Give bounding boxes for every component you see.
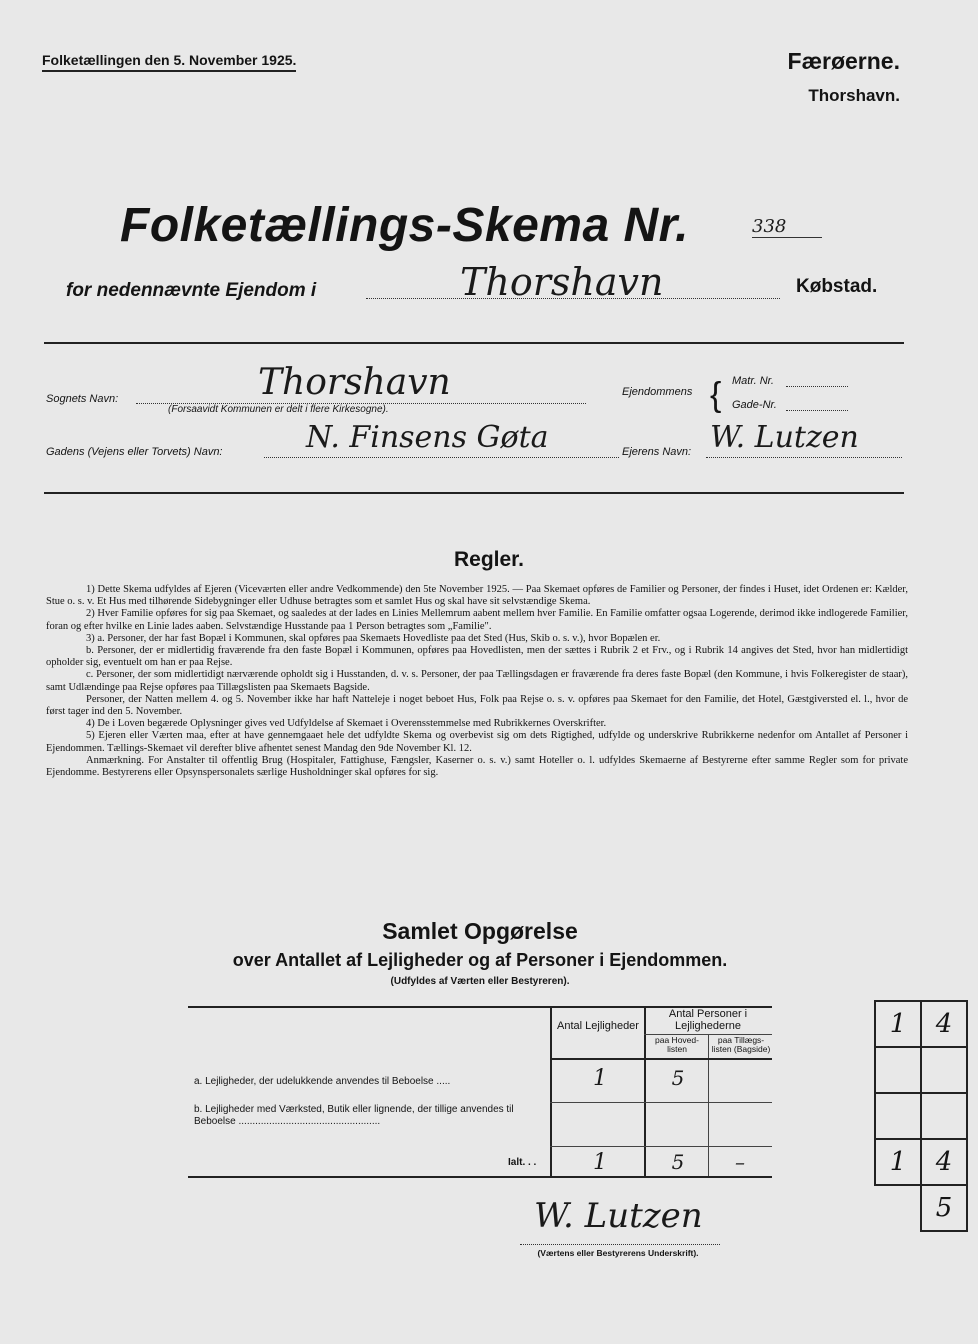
divider-middle — [44, 492, 904, 494]
rule-paragraph: 2) Hver Familie opføres for sig paa Skemaet, og saaledes at der lades en Linies Mellemrum aabent mellem hver Familie. En Familie omfatter ogsaa Logerende, derimod ikke indlogerede Familier, foran og efter hvilke en Linie lades aaben. Selvstændige Husstande paa 1 Person betragtes som „Familie". — [46, 608, 908, 632]
row-a-apartments-cell[interactable]: 1 — [593, 1066, 607, 1091]
summary-col-divider — [550, 1008, 552, 1176]
summary-row-rule — [550, 1102, 772, 1103]
row-total-label: Ialt. . . — [508, 1157, 537, 1168]
rules-body — [46, 584, 908, 779]
col-header-apartments: Antal Lejligheder — [557, 1020, 639, 1032]
tally-cell[interactable]: 1 — [875, 1001, 921, 1047]
tally-row — [875, 1093, 967, 1139]
tally-row — [875, 1001, 967, 1047]
summary-subtitle: over Antallet af Lejligheder og af Personer i Ejendommen. — [232, 950, 728, 970]
total-apartments-cell[interactable]: 1 — [593, 1150, 607, 1175]
col-header-supplement-list: paa Tillægs-listen (Bagside) — [711, 1035, 771, 1054]
tally-cell-empty — [875, 1185, 921, 1231]
property-label: for nedennævnte Ejendom i — [66, 280, 317, 301]
tally-cell[interactable] — [875, 1093, 921, 1139]
town-header: Thorshavn. — [808, 86, 900, 105]
signature-field[interactable]: W. Lutzen — [534, 1196, 703, 1236]
tally-row — [875, 1139, 967, 1185]
summary-col-divider — [708, 1034, 709, 1176]
tally-cell[interactable]: 1 — [875, 1139, 921, 1185]
owner-label: Ejerens Navn: — [622, 446, 692, 458]
col-header-main-list: paa Hoved-listen — [655, 1035, 699, 1054]
tally-cell[interactable]: 4 — [921, 1139, 967, 1185]
rule-paragraph: c. Personer, der som midlertidigt nærværende opholdt sig i Husstanden, d. v. s. Personer, der paa Tællingsdagen er fraværende fra deres faste Bopæl (den Kommune, i hvis Folkeregister de staar), samt Udlændinge paa Rejse opføres paa Tillægslisten paa Skemaets Bagside. — [46, 669, 908, 693]
summary-header-rule — [550, 1058, 772, 1060]
signature-caption: (Værtens eller Bestyrerens Underskrift). — [537, 1248, 699, 1258]
tally-cell[interactable]: 4 — [921, 1001, 967, 1047]
summary-note: (Udfyldes af Værten eller Bestyreren). — [390, 976, 570, 987]
rule-paragraph: b. Personer, der er midlertidig fraværende fra den faste Bopæl i Kommunen, opføres paa Hovedlisten, men der sættes i Rubrik 2 et Frv., og i Rubrik 14 angives det Sted, hvor han midlertidigt opholder sig, eventuelt om han er paa Rejse. — [46, 645, 908, 669]
gade-label: Gade-Nr. — [732, 399, 777, 411]
col-header-persons: Antal Personer i Lejlighederne — [668, 1008, 748, 1032]
rule-paragraph: 4) De i Loven begærede Oplysninger gives ved Udfyldelse af Skemaet i Overensstemmelse med Rubrikkernes Overskrifter. — [86, 718, 607, 730]
tally-row — [875, 1047, 967, 1093]
street-label: Gadens (Vejens eller Torvets) Navn: — [46, 446, 223, 458]
row-a-main-list-cell[interactable]: 5 — [671, 1066, 685, 1090]
owner-field[interactable]: W. Lutzen — [710, 420, 859, 455]
matr-field[interactable] — [786, 386, 848, 387]
tally-grid — [874, 1000, 968, 1232]
owner-line — [706, 457, 902, 458]
tally-cell[interactable]: 5 — [921, 1185, 967, 1231]
row-b-label: b. Lejligheder med Værksted, Butik eller lignende, der tillige anvendes til Beboelse ................................................... — [194, 1104, 514, 1127]
rule-paragraph: 5) Ejeren eller Værten maa, efter at have gennemgaaet hele det udfyldte Skema og overbevist sig om dets Rigtighed, udfylde og underskrive Rubrikkerne nedenfor om Antallet af Personer i Ejendommen. Tællings-Skemaet vil derefter blive afhentet senest Mandag den 9de November Kl. 12. — [46, 730, 908, 754]
summary-title: Samlet Opgørelse — [382, 918, 578, 944]
street-field[interactable]: N. Finsens Gøta — [306, 420, 549, 455]
rule-paragraph: 1) Dette Skema udfyldes af Ejeren (Viceværten eller andre Vedkommende) den 5te November 1925. — Paa Skemaet opføres de Familier og Personer, der findes i Huset, idet Ordenen er: Kælder, Stue o. s. v. Et Hus med tilhørende Sidebygninger eller Udhuse betragtes som et samlet Hus og skal have sit selvstændige Skema. — [46, 584, 908, 608]
form-number[interactable]: 338 — [752, 216, 822, 238]
brace-icon: { — [710, 376, 722, 414]
total-supplement-cell[interactable]: – — [735, 1150, 745, 1174]
gade-field[interactable] — [786, 410, 848, 411]
row-a-label: a. Lejligheder, der udelukkende anvendes til Beboelse ..... — [194, 1076, 451, 1087]
rule-paragraph: 3) a. Personer, der har fast Bopæl i Kommunen, skal opføres paa Skemaets Hovedliste paa det Sted (Hus, Skib o. s. v.), hvor Bopælen er. — [86, 632, 661, 644]
matr-label: Matr. Nr. — [732, 375, 774, 387]
tally-row — [875, 1185, 967, 1231]
divider-top — [44, 342, 904, 344]
parish-note: (Forsaavidt Kommunen er delt i flere Kirkesogne). — [168, 404, 389, 415]
tally-cell[interactable] — [875, 1047, 921, 1093]
region-header: Færøerne. — [787, 48, 900, 74]
property-town-field[interactable]: Thorshavn — [460, 260, 664, 304]
estate-label: Ejendommens — [622, 386, 693, 398]
summary-rule-bottom — [188, 1176, 772, 1178]
tally-cell[interactable] — [921, 1093, 967, 1139]
total-main-list-cell[interactable]: 5 — [671, 1150, 685, 1174]
census-date-header: Folketællingen den 5. November 1925. — [42, 52, 296, 72]
parish-label: Sognets Navn: — [46, 393, 119, 405]
property-suffix: Købstad. — [796, 276, 878, 297]
form-title: Folketællings-Skema Nr. — [120, 199, 690, 252]
signature-line — [520, 1244, 720, 1245]
tally-cell[interactable] — [921, 1047, 967, 1093]
parish-field[interactable]: Thorshavn — [258, 362, 451, 403]
rule-note: Anmærkning. For Anstalter til offentlig Brug (Hospitaler, Fattighuse, Fængsler, Kaserner o. s. v.) samt Hoteller o. l. udfyldes Skemaerne af Bestyrerne efter samme Regler som for private Ejendomme. Bestyrerens eller Opsynspersonalets særlige Husholdninger skal opføres for sig. — [46, 754, 908, 779]
rules-heading: Regler. — [453, 548, 525, 571]
street-line — [264, 457, 619, 458]
summary-row-rule — [550, 1146, 772, 1147]
rule-paragraph: Personer, der Natten mellem 4. og 5. November ikke har haft Natteleje i noget beboet Hus, Folk paa Rejse o. s. v. opføres paa Skemaet for den Familie, det Hotel, Gæstgiversted el. l., hvor de først tager ind den 5. November. — [46, 693, 908, 718]
